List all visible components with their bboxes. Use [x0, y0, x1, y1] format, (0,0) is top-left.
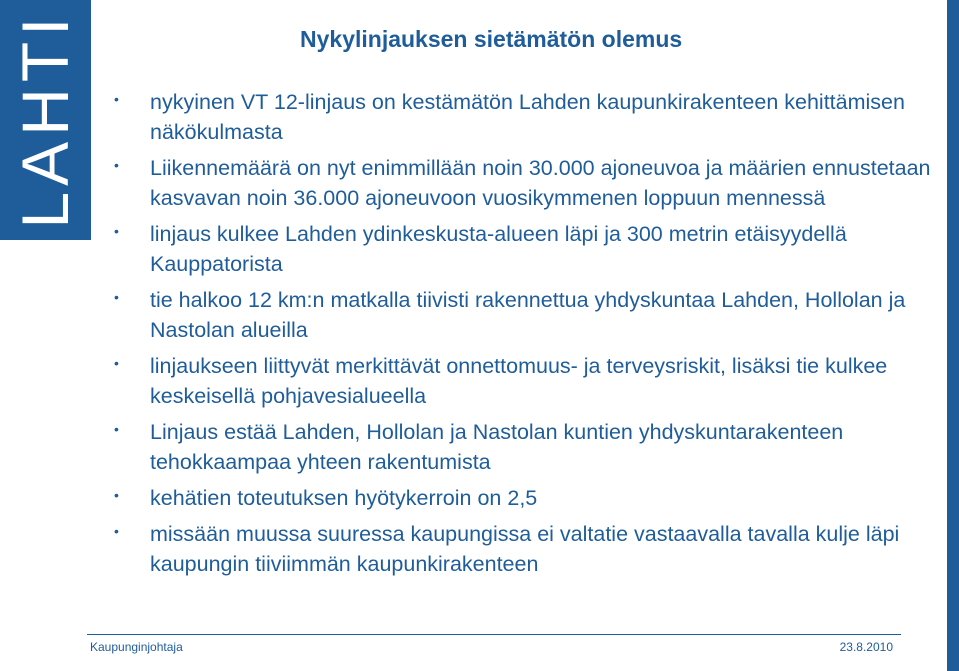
bullet-icon: • [114, 289, 119, 305]
bullet-text: kehätien toteutuksen hyötykerroin on 2,5 [150, 486, 538, 510]
bullet-item [112, 153, 932, 213]
bullet-icon: • [114, 91, 119, 107]
bullet-icon: • [114, 223, 119, 239]
bullet-text: Linjaus estää Lahden, Hollolan ja Nastolan kuntien yhdyskuntarakenteen tehokkaampaa yhteen rakentumista [150, 420, 844, 474]
bullet-item [112, 219, 932, 279]
footer-author: Kaupunginjohtaja [90, 640, 183, 654]
bullet-item [112, 87, 932, 147]
bullet-icon: • [114, 355, 119, 371]
footer-date: 23.8.2010 [839, 640, 893, 654]
bullet-text: linjaukseen liittyvät merkittävät onnettomuus- ja terveysriskit, lisäksi tie kulkee keskeisellä pohjavesialueella [150, 354, 888, 408]
lahti-logo [0, 0, 91, 240]
slide-title: Nykylinjauksen sietämätön olemus [300, 26, 683, 52]
bullet-text: Liikennemäärä on nyt enimmillään noin 30.000 ajoneuvoa ja määrien ennustetaan kasvavan noin 36.000 ajoneuvoon vuosikymmenen loppuun mennessä [150, 156, 931, 210]
bullet-item [112, 285, 932, 345]
bullet-icon: • [114, 523, 119, 539]
lahti-logo-text: LAHTI [8, 11, 82, 229]
right-edge-band [947, 0, 959, 671]
bullet-item [112, 483, 932, 513]
bullet-icon: • [114, 157, 119, 173]
bullet-item [112, 519, 932, 579]
bullet-text: nykyinen VT 12-linjaus on kestämätön Lahden kaupunkirakenteen kehittämisen näkökulmasta [150, 90, 905, 144]
bullet-icon: • [114, 421, 119, 437]
bullet-text: missään muussa suuressa kaupungissa ei valtatie vastaavalla tavalla kulje läpi kaupungin tiiviimmän kaupunkirakenteen [150, 522, 900, 576]
bullet-icon: • [114, 487, 119, 503]
footer-divider [87, 634, 901, 635]
bullet-text: linjaus kulkee Lahden ydinkeskusta-alueen läpi ja 300 metrin etäisyydellä Kauppatorista [150, 222, 847, 276]
bullet-text: tie halkoo 12 km:n matkalla tiivisti rakennettua yhdyskuntaa Lahden, Hollolan ja Nastolan alueilla [150, 288, 906, 342]
bullet-item [112, 351, 932, 411]
bullet-list [112, 87, 932, 585]
bullet-item [112, 417, 932, 477]
